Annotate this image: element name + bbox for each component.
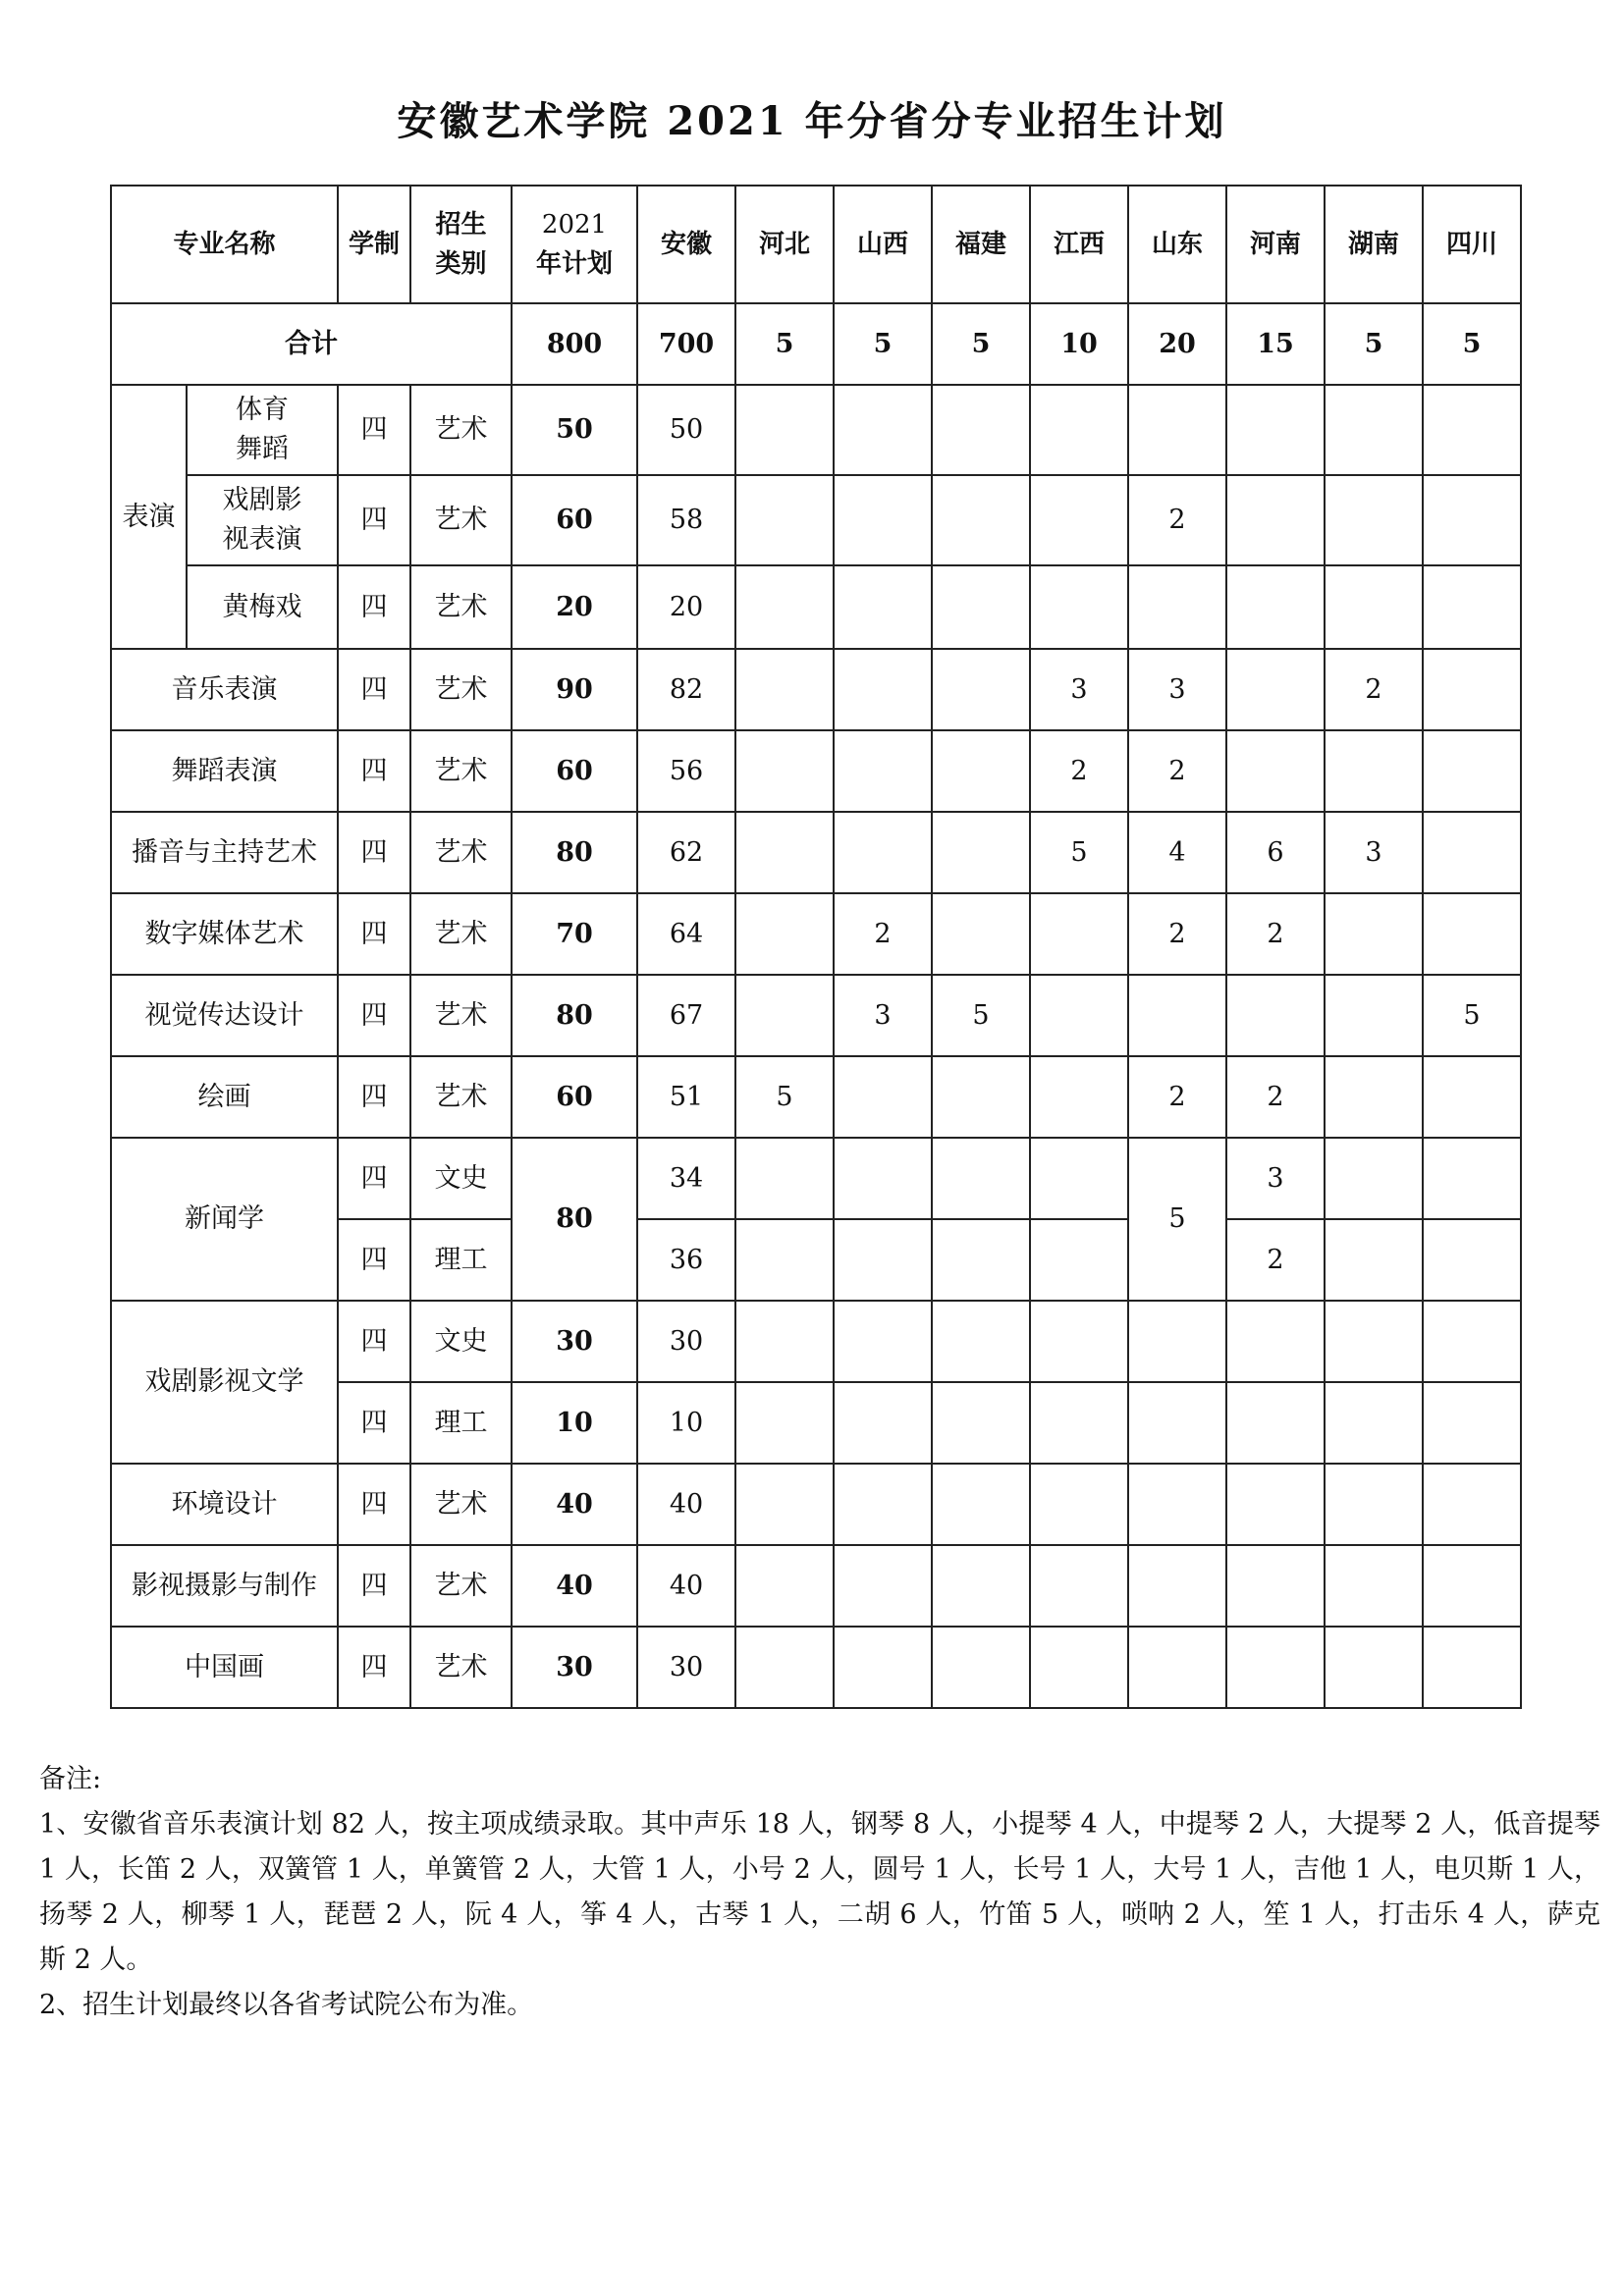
plan-cell: 20 — [512, 565, 637, 649]
total-cell: 5 — [1325, 303, 1423, 385]
province-cell — [1226, 1382, 1325, 1464]
province-cell — [834, 1382, 932, 1464]
province-cell: 62 — [637, 812, 735, 893]
total-cell: 20 — [1128, 303, 1226, 385]
province-cell — [735, 1545, 834, 1627]
province-cell — [1325, 1056, 1423, 1138]
table-row — [111, 730, 1521, 812]
province-cell — [1325, 565, 1423, 649]
province-cell — [834, 1138, 932, 1219]
header-province: 四川 — [1423, 186, 1521, 303]
province-cell — [735, 1219, 834, 1301]
header-province: 湖南 — [1325, 186, 1423, 303]
category-cell: 理工 — [410, 1219, 512, 1301]
category-cell: 艺术 — [410, 649, 512, 730]
province-cell: 56 — [637, 730, 735, 812]
province-cell — [834, 1545, 932, 1627]
total-label: 合计 — [111, 303, 512, 385]
category-cell: 艺术 — [410, 812, 512, 893]
province-cell: 3 — [1030, 649, 1128, 730]
total-cell: 10 — [1030, 303, 1128, 385]
note-item: 1、安徽省音乐表演计划 82 人，按主项成绩录取。其中声乐 18 人，钢琴 8 人，小提琴 4 人，中提琴 2 人，大提琴 2 人，低音提琴 1 人，长笛 2 人，双簧管 1 人，单簧管 2 人，大管 1 人，小号 2 人，圆号 1 人，长号 1 人，大号 1 人，吉他 1 人，电贝斯 1 人，扬琴 2 人，柳琴 1 人，琵琶 2 人，阮 4 人，筝 4 人，古琴 1 人，二胡 6 人，竹笛 5 人，唢呐 2 人，笙 1 人，打击乐 4 人，萨克斯 2 人。 — [39, 1809, 1600, 1975]
province-cell — [1325, 1545, 1423, 1627]
category-cell: 艺术 — [410, 730, 512, 812]
major-name: 数字媒体艺术 — [111, 893, 338, 975]
province-cell — [735, 649, 834, 730]
province-cell: 3 — [1128, 649, 1226, 730]
plan-cell: 60 — [512, 730, 637, 812]
province-cell: 40 — [637, 1464, 735, 1545]
province-cell — [1226, 1545, 1325, 1627]
province-cell: 30 — [637, 1301, 735, 1382]
province-cell — [1423, 1138, 1521, 1219]
province-cell — [1325, 975, 1423, 1056]
province-cell — [1325, 475, 1423, 565]
header-province: 河北 — [735, 186, 834, 303]
province-cell — [1423, 649, 1521, 730]
province-cell — [1423, 475, 1521, 565]
header-province: 安徽 — [637, 186, 735, 303]
province-cell — [932, 730, 1030, 812]
province-cell — [735, 385, 834, 475]
table-row — [111, 1301, 1521, 1382]
plan-cell: 50 — [512, 385, 637, 475]
province-cell — [932, 812, 1030, 893]
province-cell — [735, 893, 834, 975]
province-cell — [834, 812, 932, 893]
province-cell: 3 — [1226, 1138, 1325, 1219]
province-cell — [1226, 649, 1325, 730]
province-cell — [1128, 1545, 1226, 1627]
plan-cell: 70 — [512, 893, 637, 975]
province-cell — [1128, 565, 1226, 649]
duration-cell: 四 — [338, 385, 410, 475]
duration-cell: 四 — [338, 1056, 410, 1138]
province-cell — [932, 1545, 1030, 1627]
group-label: 表演 — [111, 385, 187, 649]
duration-cell: 四 — [338, 893, 410, 975]
plan-cell: 10 — [512, 1382, 637, 1464]
province-cell: 2 — [1226, 893, 1325, 975]
province-cell — [1030, 1301, 1128, 1382]
major-name: 戏剧影视文学 — [111, 1301, 338, 1464]
province-cell — [1423, 730, 1521, 812]
province-cell — [1325, 1464, 1423, 1545]
duration-cell: 四 — [338, 649, 410, 730]
plan-cell: 30 — [512, 1627, 637, 1708]
table-row — [111, 1545, 1521, 1627]
total-cell: 700 — [637, 303, 735, 385]
duration-cell: 四 — [338, 1382, 410, 1464]
plan-cell: 60 — [512, 1056, 637, 1138]
province-cell — [1226, 730, 1325, 812]
province-cell: 34 — [637, 1138, 735, 1219]
province-cell — [1423, 1219, 1521, 1301]
category-cell: 理工 — [410, 1382, 512, 1464]
category-cell: 艺术 — [410, 1627, 512, 1708]
province-cell — [1226, 1627, 1325, 1708]
province-cell — [932, 1382, 1030, 1464]
header-province: 山东 — [1128, 186, 1226, 303]
table-row — [111, 1138, 1521, 1219]
table-row — [111, 812, 1521, 893]
province-cell — [1325, 1382, 1423, 1464]
province-cell — [1030, 565, 1128, 649]
province-cell: 58 — [637, 475, 735, 565]
province-cell — [1325, 893, 1423, 975]
province-cell — [1226, 385, 1325, 475]
province-cell: 2 — [1226, 1056, 1325, 1138]
province-cell — [1423, 1464, 1521, 1545]
province-cell — [1128, 385, 1226, 475]
province-cell: 67 — [637, 975, 735, 1056]
province-cell — [932, 565, 1030, 649]
province-cell — [834, 565, 932, 649]
province-cell — [1226, 975, 1325, 1056]
plan-cell: 30 — [512, 1301, 637, 1382]
duration-cell: 四 — [338, 475, 410, 565]
header-major: 专业名称 — [111, 186, 338, 303]
table-row — [111, 975, 1521, 1056]
major-name: 环境设计 — [111, 1464, 338, 1545]
header-category: 招生 类别 — [410, 186, 512, 303]
province-cell: 5 — [735, 1056, 834, 1138]
province-cell: 5 — [1128, 1138, 1226, 1301]
note-item: 2、招生计划最终以各省考试院公布为准。 — [39, 1990, 534, 2020]
province-cell: 6 — [1226, 812, 1325, 893]
province-cell — [932, 1627, 1030, 1708]
category-cell: 艺术 — [410, 385, 512, 475]
province-cell — [1423, 1301, 1521, 1382]
major-name: 新闻学 — [111, 1138, 338, 1301]
sub-major: 黄梅戏 — [187, 565, 338, 649]
province-cell — [1423, 1382, 1521, 1464]
province-cell — [1030, 475, 1128, 565]
province-cell — [1128, 1382, 1226, 1464]
notes-section — [39, 1757, 1600, 2028]
category-cell: 艺术 — [410, 1545, 512, 1627]
table-row — [111, 565, 1521, 649]
province-cell — [1030, 893, 1128, 975]
duration-cell: 四 — [338, 1301, 410, 1382]
duration-cell: 四 — [338, 565, 410, 649]
province-cell — [834, 1627, 932, 1708]
table-row — [111, 1627, 1521, 1708]
major-name: 播音与主持艺术 — [111, 812, 338, 893]
province-cell — [1325, 1138, 1423, 1219]
header-province: 福建 — [932, 186, 1030, 303]
province-cell — [735, 1301, 834, 1382]
province-cell — [735, 1138, 834, 1219]
province-cell — [834, 1301, 932, 1382]
plan-cell: 60 — [512, 475, 637, 565]
major-name: 中国画 — [111, 1627, 338, 1708]
plan-cell: 40 — [512, 1545, 637, 1627]
category-cell: 艺术 — [410, 1464, 512, 1545]
province-cell — [1325, 1301, 1423, 1382]
major-name: 音乐表演 — [111, 649, 338, 730]
province-cell — [834, 385, 932, 475]
province-cell — [1030, 975, 1128, 1056]
major-name: 影视摄影与制作 — [111, 1545, 338, 1627]
notes-heading: 备注: — [39, 1764, 102, 1794]
province-cell: 3 — [1325, 812, 1423, 893]
province-cell: 2 — [1226, 1219, 1325, 1301]
table-row — [111, 893, 1521, 975]
plan-cell: 90 — [512, 649, 637, 730]
province-cell — [1423, 1545, 1521, 1627]
province-cell — [932, 893, 1030, 975]
category-cell: 艺术 — [410, 975, 512, 1056]
duration-cell: 四 — [338, 730, 410, 812]
province-cell — [932, 1464, 1030, 1545]
province-cell: 51 — [637, 1056, 735, 1138]
total-cell: 5 — [735, 303, 834, 385]
table-header-row — [111, 186, 1521, 303]
province-cell — [735, 975, 834, 1056]
province-cell — [1030, 1545, 1128, 1627]
province-cell — [1128, 1627, 1226, 1708]
province-cell — [834, 649, 932, 730]
province-cell — [834, 475, 932, 565]
province-cell — [1030, 1627, 1128, 1708]
category-cell: 艺术 — [410, 565, 512, 649]
province-cell — [1226, 1301, 1325, 1382]
table-row — [111, 1056, 1521, 1138]
province-cell: 2 — [1325, 649, 1423, 730]
header-duration: 学制 — [338, 186, 410, 303]
province-cell — [932, 1219, 1030, 1301]
province-cell — [1325, 1219, 1423, 1301]
province-cell: 3 — [834, 975, 932, 1056]
province-cell: 4 — [1128, 812, 1226, 893]
province-cell — [932, 1301, 1030, 1382]
table-row — [111, 385, 1521, 475]
major-name: 视觉传达设计 — [111, 975, 338, 1056]
province-cell: 30 — [637, 1627, 735, 1708]
province-cell — [1226, 565, 1325, 649]
plan-cell: 80 — [512, 975, 637, 1056]
total-plan: 800 — [512, 303, 637, 385]
category-cell: 艺术 — [410, 893, 512, 975]
category-cell: 艺术 — [410, 475, 512, 565]
province-cell — [735, 1464, 834, 1545]
province-cell: 82 — [637, 649, 735, 730]
province-cell — [1423, 812, 1521, 893]
plan-cell: 80 — [512, 1138, 637, 1301]
province-cell: 40 — [637, 1545, 735, 1627]
province-cell — [735, 565, 834, 649]
province-cell — [932, 649, 1030, 730]
duration-cell: 四 — [338, 1138, 410, 1219]
plan-cell: 40 — [512, 1464, 637, 1545]
duration-cell: 四 — [338, 1545, 410, 1627]
province-cell — [1423, 565, 1521, 649]
header-plan: 2021 年计划 — [512, 186, 637, 303]
duration-cell: 四 — [338, 1464, 410, 1545]
province-cell — [1128, 1464, 1226, 1545]
enrollment-plan-table — [110, 185, 1522, 1709]
province-cell — [834, 1219, 932, 1301]
province-cell — [735, 475, 834, 565]
duration-cell: 四 — [338, 1219, 410, 1301]
province-cell — [1128, 1301, 1226, 1382]
province-cell — [1030, 1056, 1128, 1138]
plan-cell: 80 — [512, 812, 637, 893]
province-cell — [834, 1464, 932, 1545]
province-cell — [1030, 385, 1128, 475]
province-cell — [1325, 1627, 1423, 1708]
province-cell: 50 — [637, 385, 735, 475]
province-cell — [1325, 385, 1423, 475]
province-cell — [834, 730, 932, 812]
province-cell — [1226, 1464, 1325, 1545]
province-cell: 2 — [1128, 730, 1226, 812]
province-cell — [1030, 1464, 1128, 1545]
province-cell — [1128, 975, 1226, 1056]
province-cell: 5 — [932, 975, 1030, 1056]
table-row — [111, 1464, 1521, 1545]
total-cell: 5 — [1423, 303, 1521, 385]
total-cell: 5 — [834, 303, 932, 385]
total-row — [111, 303, 1521, 385]
province-cell — [1030, 1138, 1128, 1219]
province-cell: 20 — [637, 565, 735, 649]
province-cell — [932, 475, 1030, 565]
province-cell: 5 — [1030, 812, 1128, 893]
province-cell — [735, 730, 834, 812]
category-cell: 文史 — [410, 1301, 512, 1382]
province-cell — [1423, 893, 1521, 975]
province-cell — [1030, 1382, 1128, 1464]
province-cell — [1423, 385, 1521, 475]
province-cell — [932, 1056, 1030, 1138]
province-cell: 2 — [1128, 893, 1226, 975]
table-row — [111, 649, 1521, 730]
province-cell: 2 — [1128, 475, 1226, 565]
province-cell — [932, 385, 1030, 475]
sub-major: 戏剧影 视表演 — [187, 475, 338, 565]
province-cell — [735, 812, 834, 893]
sub-major: 体育 舞蹈 — [187, 385, 338, 475]
duration-cell: 四 — [338, 975, 410, 1056]
page-title: 安徽艺术学院 2021 年分省分专业招生计划 — [397, 98, 1227, 144]
province-cell: 36 — [637, 1219, 735, 1301]
province-cell: 2 — [1128, 1056, 1226, 1138]
header-province: 江西 — [1030, 186, 1128, 303]
duration-cell: 四 — [338, 812, 410, 893]
province-cell — [932, 1138, 1030, 1219]
header-province: 山西 — [834, 186, 932, 303]
province-cell — [1423, 1056, 1521, 1138]
major-name: 舞蹈表演 — [111, 730, 338, 812]
duration-cell: 四 — [338, 1627, 410, 1708]
province-cell — [1226, 475, 1325, 565]
province-cell — [1423, 1627, 1521, 1708]
category-cell: 艺术 — [410, 1056, 512, 1138]
province-cell — [1030, 1219, 1128, 1301]
total-cell: 15 — [1226, 303, 1325, 385]
table-row — [111, 475, 1521, 565]
province-cell — [1325, 730, 1423, 812]
province-cell: 64 — [637, 893, 735, 975]
province-cell: 2 — [1030, 730, 1128, 812]
province-cell: 2 — [834, 893, 932, 975]
province-cell — [834, 1056, 932, 1138]
province-cell: 10 — [637, 1382, 735, 1464]
province-cell — [735, 1382, 834, 1464]
province-cell — [735, 1627, 834, 1708]
header-province: 河南 — [1226, 186, 1325, 303]
total-cell: 5 — [932, 303, 1030, 385]
major-name: 绘画 — [111, 1056, 338, 1138]
category-cell: 文史 — [410, 1138, 512, 1219]
province-cell: 5 — [1423, 975, 1521, 1056]
